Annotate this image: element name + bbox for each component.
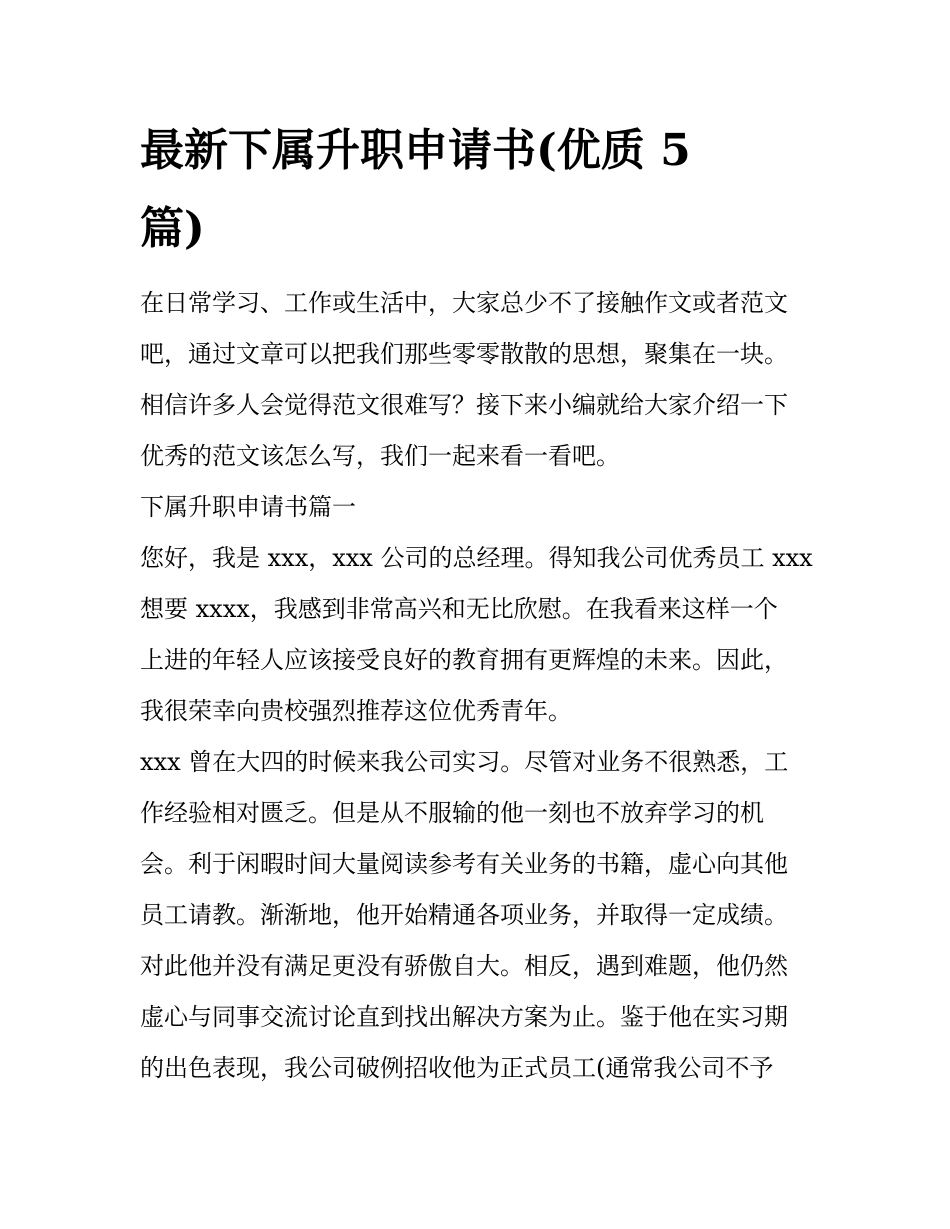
document-body: [140, 278, 820, 1094]
intro-line: 优秀的范文该怎么写，我们一起来看一看吧。: [140, 442, 620, 470]
paragraph-line: 您好，我是 xxx，xxx 公司的总经理。得知我公司优秀员工 xxx: [140, 544, 813, 572]
paragraph-line: 的出色表现，我公司破例招收他为正式员工(通常我公司不予: [140, 1054, 774, 1082]
document-title: [140, 112, 820, 268]
paragraph-line: 会。利于闲暇时间大量阅读参考有关业务的书籍，虚心向其他: [140, 850, 788, 878]
paragraph-line: 想要 xxxx，我感到非常高兴和无比欣慰。在我看来这样一个: [140, 595, 778, 623]
intro-line: 吧，通过文章可以把我们那些零零散散的思想，聚集在一块。: [140, 340, 788, 368]
title-line: 最新下属升职申请书(优质 5: [140, 125, 691, 176]
section-heading: 下属升职申请书篇一: [140, 493, 356, 521]
paragraph-line: 我很荣幸向贵校强烈推荐这位优秀青年。: [140, 697, 572, 725]
paragraph-line: 对此他并没有满足更没有骄傲自大。相反，遇到难题，他仍然: [140, 952, 788, 980]
paragraph-line: xxx 曾在大四的时候来我公司实习。尽管对业务不很熟悉，工: [140, 748, 789, 776]
intro-line: 在日常学习、工作或生活中，大家总少不了接触作文或者范文: [140, 289, 788, 317]
paragraph-line: 作经验相对匮乏。但是从不服输的他一刻也不放弃学习的机: [140, 799, 764, 827]
paragraph-line: 上进的年轻人应该接受良好的教育拥有更辉煌的未来。因此，: [140, 646, 788, 674]
intro-line: 相信许多人会觉得范文很难写？接下来小编就给大家介绍一下: [140, 391, 788, 419]
title-line: 篇): [140, 203, 205, 254]
paragraph-line: 员工请教。渐渐地，他开始精通各项业务，并取得一定成绩。: [140, 901, 788, 929]
paragraph-line: 虚心与同事交流讨论直到找出解决方案为止。鉴于他在实习期: [140, 1003, 788, 1031]
